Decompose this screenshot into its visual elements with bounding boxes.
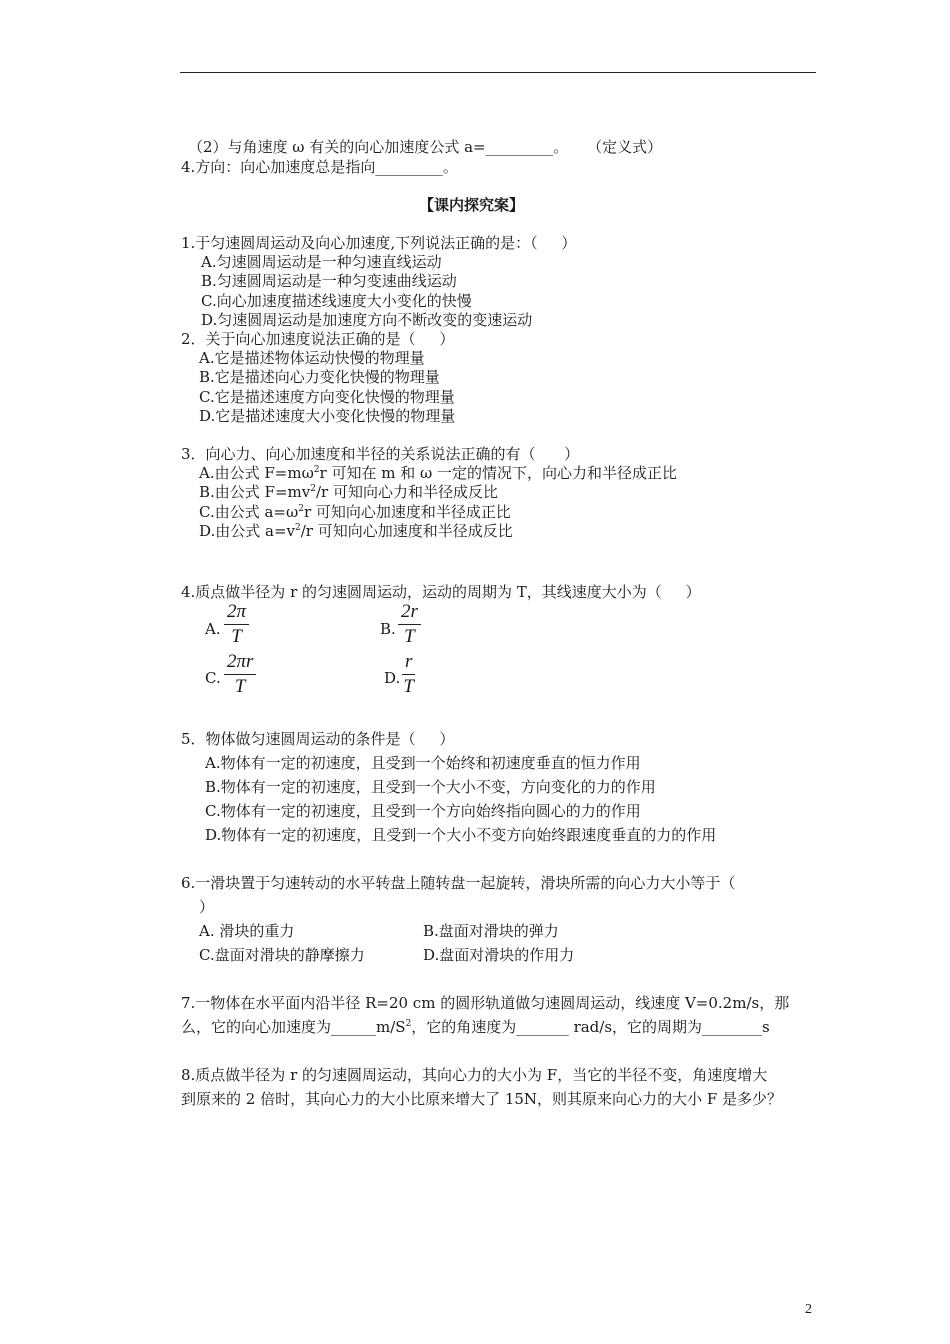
question-6: 6.一滑块置于匀速转动的水平转盘上随转盘一起旋转，滑块所需的向心力大小等于（ [181, 874, 736, 892]
q2-option-c: C.它是描述速度方向变化快慢的物理量 [199, 388, 455, 406]
q4-option-a-fraction [224, 601, 249, 648]
q2-option-d: D.它是描述速度大小变化快慢的物理量 [199, 407, 456, 425]
page-number: 2 [805, 1302, 812, 1317]
q2-option-b: B.它是描述向心力变化快慢的物理量 [199, 368, 440, 386]
question-7-continued: 么，它的向心加速度为$\_\_\_\_\_\_m/S^2$，它的角速度为_______ rad/s，它的周期为________s [181, 1018, 770, 1036]
section-title: 【课内探究案】 [419, 196, 525, 214]
q4-option-b-label: B. [380, 620, 396, 638]
q3-option-c: C.由公式 $a=\omega^2r$ 可知向心加速度和半径成正比 [199, 503, 511, 521]
line-formula-omega: （2）与角速度 ω 有关的向心加速度公式 a=_________。 （定义式） [188, 138, 663, 156]
question-5: 5．物体做匀速圆周运动的条件是（ ） [181, 730, 455, 748]
q1-option-a: A.匀速圆周运动是一种匀速直线运动 [201, 253, 442, 271]
question-2: 2．关于向心加速度说法正确的是（ ） [181, 330, 455, 348]
question-3: 3．向心力、向心加速度和半径的关系说法正确的有（ ） [181, 445, 580, 463]
fraction-numerator: 2π [227, 601, 247, 622]
question-8: 8.质点做半径为 r 的匀速圆周运动，其向心力的大小为 F，当它的半径不变，角速度增大 [181, 1066, 768, 1084]
fraction-numerator: 2r [401, 601, 418, 622]
q4-option-d-fraction [402, 651, 415, 698]
fraction-denominator: T [404, 626, 415, 647]
q1-option-d: D.匀速圆周运动是加速度方向不断改变的变速运动 [201, 311, 533, 329]
q5-option-d: D.物体有一定的初速度，且受到一个大小不变方向始终跟速度垂直的力的作用 [205, 826, 717, 844]
q5-option-c: C.物体有一定的初速度，且受到一个方向始终指向圆心的力的作用 [205, 802, 641, 820]
q4-option-b-fraction [398, 601, 421, 648]
q6-option-d: D.盘面对滑块的作用力 [423, 946, 575, 964]
fraction-denominator: T [231, 626, 242, 647]
q5-option-b: B.物体有一定的初速度，且受到一个大小不变，方向变化的力的作用 [205, 778, 656, 796]
q6-option-a: A. 滑块的重力 [199, 922, 295, 940]
question-7: 7.一物体在水平面内沿半径 R=20 cm 的圆形轨道做匀速圆周运动，线速度 V=0.2m/s，那 [181, 994, 790, 1012]
q4-option-d-label: D. [384, 669, 401, 687]
q2-option-a: A.它是描述物体运动快慢的物理量 [199, 349, 425, 367]
q6-option-c: C.盘面对滑块的静摩擦力 [199, 946, 365, 964]
question-8-continued: 到原来的 2 倍时，其向心力的大小比原来增大了 15N，则其原来向心力的大小 F 是多少？ [181, 1090, 783, 1108]
q3-option-a: A.由公式 $F=m\omega^2r$ 可知在 m 和 ω 一定的情况下，向心力和半径成正比 [199, 464, 678, 482]
question-6-bracket: ） [199, 898, 215, 916]
question-1: 1.于匀速圆周运动及向心加速度,下列说法正确的是：（ ） [181, 234, 577, 252]
q4-option-c-label: C. [205, 669, 221, 687]
q1-option-c: C.向心加速度描述线速度大小变化的快慢 [201, 292, 472, 310]
q4-option-c-fraction [224, 651, 256, 698]
fraction-denominator: T [234, 676, 246, 697]
q5-option-a: A.物体有一定的初速度，且受到一个始终和初速度垂直的恒力作用 [205, 754, 641, 772]
q4-option-a-label: A. [205, 620, 221, 638]
q6-option-b: B.盘面对滑块的弹力 [423, 922, 559, 940]
q3-option-b: B.由公式 $F=mv^2/r$ 可知向心力和半径成反比 [199, 483, 498, 501]
fraction-denominator: T [403, 676, 414, 697]
fraction-numerator: 2πr [227, 651, 254, 672]
q3-option-d: D.由公式 $a=v^2/r$ 可知向心加速度和半径成反比 [199, 522, 513, 540]
question-4: 4.质点做半径为 r 的匀速圆周运动，运动的周期为 T，其线速度大小为（ ） [181, 583, 701, 601]
line-direction: 4.方向：向心加速度总是指向_________。 [181, 158, 458, 176]
q1-option-b: B.匀速圆周运动是一种匀变速曲线运动 [201, 272, 457, 290]
fraction-numerator: r [405, 651, 413, 672]
header-rule [180, 72, 816, 73]
